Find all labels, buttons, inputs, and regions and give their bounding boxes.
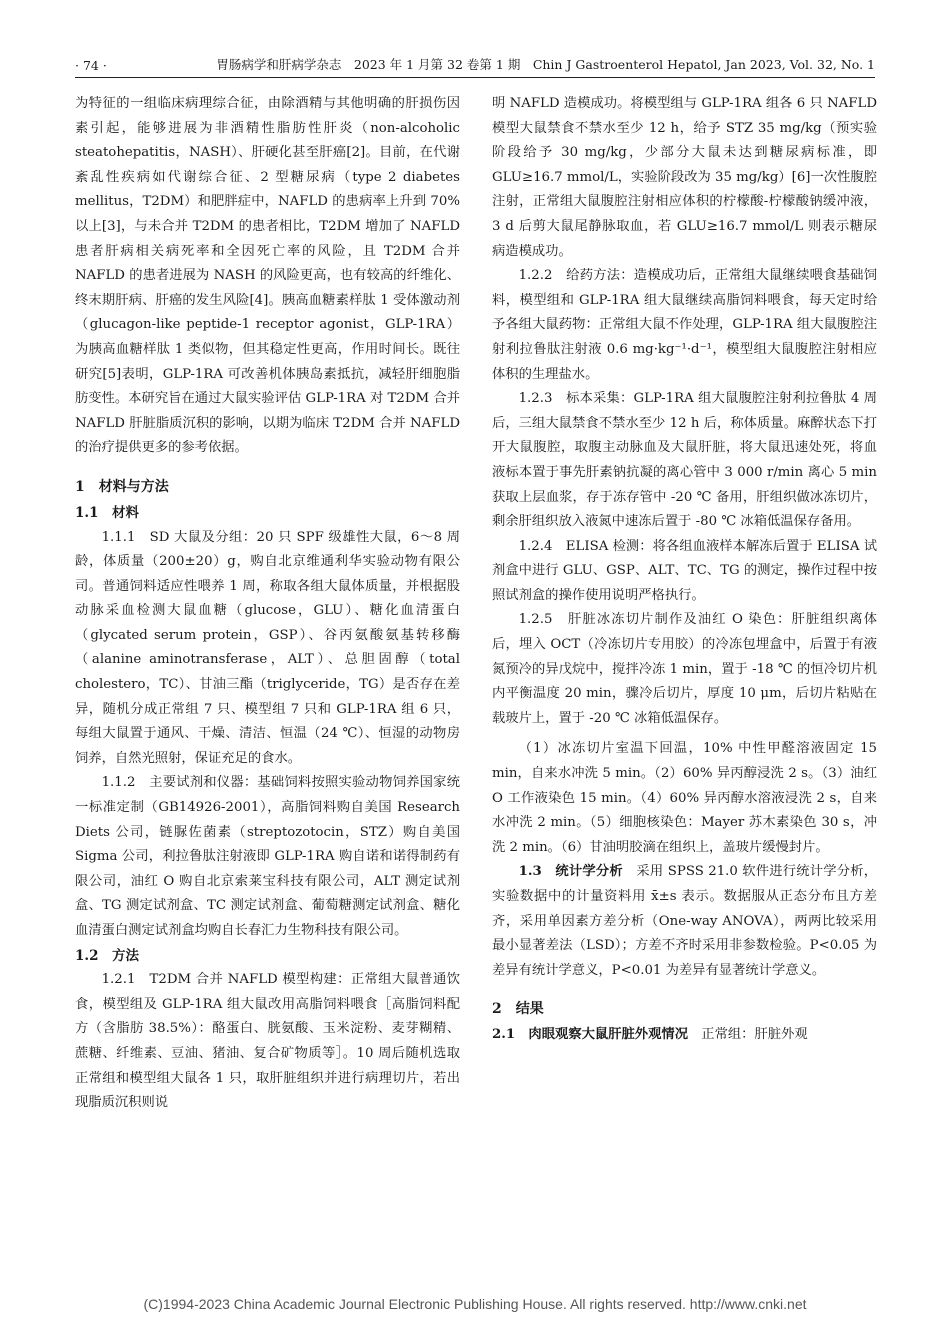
paragraph-1-2-2: 1.2.2 给药方法：造模成功后，正常组大鼠继续喂食基础饲料，模型组和 GLP-1RA 组大鼠继续高脂饲料喂食，每天定时给予各组大鼠药物：正常组大鼠不作处理，GLP-1RA 组大鼠腹腔注射利拉鲁肽注射液 0.6 mg·kg⁻¹·d⁻¹，模型组大鼠腹腔注射相应体积的生理盐水。 (492, 268, 877, 382)
running-header (75, 50, 875, 78)
right-column (492, 92, 877, 1048)
copyright-footer: (C)1994-2023 China Academic Journal Electronic Publishing House. All rights reserved. http://www.cnki.net (143, 1296, 807, 1312)
paragraph-1-1-2: 1.1.2 主要试剂和仪器：基础饲料按照实验动物饲养国家统一标准定制（GB14926-2001），高脂饲料购自美国 Research Diets 公司，链脲佐菌素（streptozotocin，STZ）购自美国 Sigma 公司，利拉鲁肽注射液即 GLP-1RA 购自诺和诺得制药有限公司，油红 O 购自北京索莱宝科技有限公司，ALT 测定试剂盒、TG 测定试剂盒、TC 测定试剂盒、葡萄糖测定试剂盒、糖化血清蛋白测定试剂盒均购自长春汇力生物科技有限公司。 (75, 775, 460, 938)
section-2-1-heading: 2.1 肉眼观察大鼠肝脏外观情况 (492, 1027, 688, 1043)
journal-running-title: 胃肠病学和肝病学杂志 2023 年 1 月第 32 卷第 1 期 Chin J Gastroenterol Hepatol, Jan 2023, Vol. 32, No. 1 (216, 57, 875, 72)
intro-paragraph: 为特征的一组临床病理综合征，由除酒精与其他明确的肝损伤因素引起，能够进展为非酒精性脂肪性肝炎（non-alcoholic steatohepatitis，NASH）、肝硬化甚至肝癌[2]。目前，在代谢紊乱性疾病如代谢综合征、2 型糖尿病（type 2 diabetes mellitus，T2DM）和肥胖症中，NAFLD 的患病率上升到 70% 以上[3]，与未合并 T2DM 的患者相比，T2DM 增加了 NAFLD 患者肝病相关病死率和全因死亡率的风险，且 T2DM 合并 NAFLD 的患者进展为 NASH 的风险更高，也有较高的纤维化、终末期肝病、肝癌的发生风险[4]。胰高血糖素样肽 1 受体激动剂（glucagon-like peptide-1 receptor agonist，GLP-1RA）为胰高血糖样肽 1 类似物，但其稳定性更高，作用时间长。既往研究[5]表明，GLP-1RA 可改善机体胰岛素抵抗，减轻肝细胞脂肪变性。本研究旨在通过大鼠实验评估 GLP-1RA 对 T2DM 合并 NAFLD 肝脏脂质沉积的影响，以期为临床 T2DM 合并 NAFLD 的治疗提供更多的参考依据。 (75, 96, 460, 456)
paragraph-1-2-4: 1.2.4 ELISA 检测：将各组血液样本解冻后置于 ELISA 试剂盒中进行 GLU、GSP、ALT、TC、TG 的测定，操作过程中按照试剂盒的操作使用说明严格执行。 (492, 538, 877, 603)
paragraph-1-2-1: 1.2.1 T2DM 合并 NAFLD 模型构建：正常组大鼠普通饮食，模型组及 GLP-1RA 组大鼠改用高脂饲料喂食［高脂饲料配方（含脂肪 38.5%）：酪蛋白、胱氨酸、玉米淀粉、麦芽糊精、蔗糖、纤维素、豆油、猪油、复合矿物质等］。10 周后随机选取正常组和模型组大鼠各 1 只，取肝脏组织并进行病理切片，若出现脂质沉积则说 (75, 972, 460, 1111)
section-1-1-heading: 1.1 材料 (75, 504, 139, 521)
section-1-3-body: 采用 SPSS 21.0 软件进行统计学分析，实验数据中的计量资料用 x̄±s 表示。数据服从正态分布且方差齐，采用单因素方差分析（One-way ANOVA），两两比较采用最小显著差法（LSD）；方差不齐时采用非参数检验。P<0.05 为差异有统计学意义，P<0.01 为差异有显著统计学意义。 (492, 864, 878, 978)
paragraph-1-2-3: 1.2.3 标本采集：GLP-1RA 组大鼠腹腔注射利拉鲁肽 4 周后，三组大鼠禁食不禁水至少 12 h 后，称体质量。麻醉状态下打开大鼠腹腔，取腹主动脉血及大鼠肝脏，将大鼠迅速处死，将血液标本置于事先肝素钠抗凝的离心管中 3 000 r/min 离心 5 min 获取上层血浆，存于冻存管中 -20 ℃ 备用，肝组织做冰冻切片，剩余肝组织放入液氮中速冻后置于 -80 ℃ 冰箱低温保存备用。 (492, 391, 877, 530)
left-column (75, 92, 460, 1116)
paragraph-1-1-1: 1.1.1 SD 大鼠及分组：20 只 SPF 级雄性大鼠，6～8 周龄，体质量（200±20）g，购自北京维通利华实验动物有限公司。普通饲料适应性喂养 1 周，称取各组大鼠体质量，并根据股动脉采血检测大鼠血糖（glucose，GLU）、糖化血清蛋白（glycated serum protein，GSP）、谷丙氨酸氨基转移酶（alanine aminotransferase，ALT）、总胆固醇（total cholestero，TC）、甘油三酯（triglyceride，TG）是否存在差异，随机分成正常组 7 只、模型组 7 只和 GLP-1RA 组 6 只，每组大鼠置于通风、干燥、清洁、恒温（24 ℃）、恒湿的动物房饲养，自然光照射，保证充足的食水。 (75, 529, 460, 766)
section-1-2-heading: 1.2 方法 (75, 947, 139, 964)
section-1-heading: 1 材料与方法 (75, 478, 169, 495)
paragraph-1-2-1-continued: 明 NAFLD 造模成功。将模型组与 GLP-1RA 组各 6 只 NAFLD 模型大鼠禁食不禁水至少 12 h，给予 STZ 35 mg/kg（预实验阶段给予 30 mg/kg，少部分大鼠未达到糖尿病标准，即 GLU≥16.7 mmol/L，实验阶段改为 35 mg/kg）[6]一次性腹腔注射，正常组大鼠腹腔注射相应体积的柠檬酸-柠檬酸钠缓冲液，3 d 后剪大鼠尾静脉取血，若 GLU≥16.7 mmol/L 则表示糖尿病造模成功。 (492, 96, 877, 259)
paragraph-1-2-5-steps: （1）冰冻切片室温下回温，10% 中性甲醛溶液固定 15 min，自来水冲洗 5 min。（2）60% 异丙醇浸洗 2 s。（3）油红 O 工作液染色 15 min。（4）60% 异丙醇水溶液浸洗 2 s，自来水冲洗 2 min。（5）细胞核染色：Mayer 苏木素染色 30 s，冲洗 2 min。（6）甘油明胶滴在组织上，盖玻片缓慢封片。 (492, 741, 877, 855)
paragraph-1-2-5: 1.2.5 肝脏冰冻切片制作及油红 O 染色：肝脏组织离体后，埋入 OCT（冷冻切片专用胶）的冷冻包埋盒中，后置于有液氮预冷的异戊烷中，搅拌冷冻 1 min，置于 -18 ℃ 的恒冷切片机内平衡温度 20 min，骤冷后切片，厚度 10 μm，后切片粘贴在载玻片上，置于 -20 ℃ 冰箱低温保存。 (492, 612, 877, 726)
paragraph-2-1 (492, 1023, 877, 1048)
page-number: · 74 · (75, 58, 107, 73)
section-2-heading: 2 结果 (492, 1001, 544, 1018)
section-2-1-body: 正常组：肝脏外观 (688, 1027, 808, 1043)
paragraph-1-3 (492, 860, 877, 983)
section-1-3-heading: 1.3 统计学分析 (518, 864, 623, 880)
